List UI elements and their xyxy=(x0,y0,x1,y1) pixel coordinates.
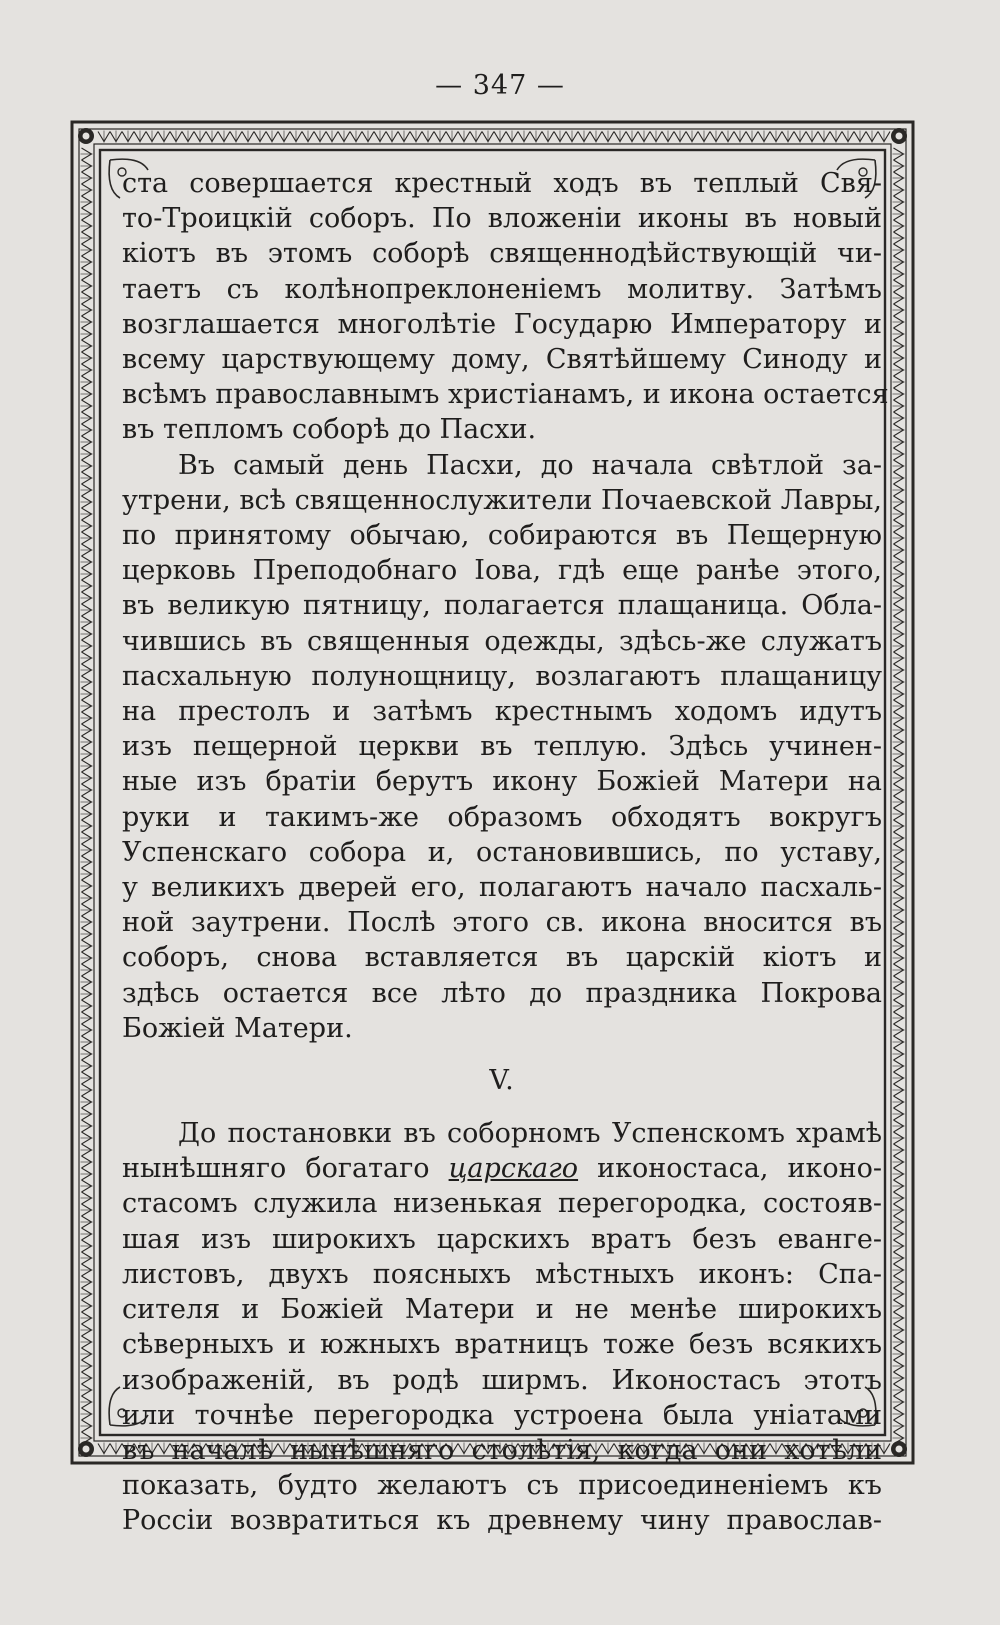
text-line: соборъ, снова вставляется въ царскій кіотъ и xyxy=(122,942,882,974)
text-line: церковь Преподобнаго Іова, гдѣ еще ранѣе этого, xyxy=(122,555,882,587)
text-line: сѣверныхъ и южныхъ вратницъ тоже безъ всякихъ xyxy=(122,1329,882,1361)
text-line: стасомъ служила низенькая перегородка, состояв- xyxy=(122,1188,882,1220)
text-line xyxy=(122,1116,882,1151)
text-line: листовъ, двухъ поясныхъ мѣстныхъ иконъ: Спа- xyxy=(122,1258,882,1290)
text-line-rest: о постановки въ соборномъ Успенскомъ храмѣ xyxy=(199,1118,882,1150)
text-line: возглашается многолѣтіе Государю Императору и xyxy=(122,308,882,340)
text-line: то-Троицкій соборъ. По вложеніи иконы въ новый xyxy=(122,203,882,235)
text-line: показать, будто желаютъ съ присоединеніемъ къ xyxy=(122,1470,882,1502)
text-line: кіотъ въ этомъ соборѣ священнодѣйствующій чи- xyxy=(122,238,882,270)
paragraph-2 xyxy=(122,448,882,1046)
text-line: таетъ съ колѣнопреклоненіемъ молитву. Затѣмъ xyxy=(122,273,882,305)
text-line: въ началѣ нынѣшняго столѣтія, когда они хотѣли xyxy=(122,1434,882,1466)
text-line: сителя и Божіей Матери и не менѣе широкихъ xyxy=(122,1294,882,1326)
text-line: пасхальную полунощницу, возлагаютъ плащаницу xyxy=(122,660,882,692)
page-number: — 347 — xyxy=(435,70,565,101)
page-text xyxy=(122,166,889,1539)
text-line: въ великую пятницу, полагается плащаница. Обла- xyxy=(122,590,882,622)
text-line: изображеній, въ родѣ ширмъ. Иконостасъ этотъ xyxy=(122,1364,882,1396)
text-line: ной заутрени. Послѣ этого св. икона вносится въ xyxy=(122,907,882,939)
emphasized-word: царскаго xyxy=(448,1153,579,1185)
text-line: въ тепломъ соборѣ до Пасхи. xyxy=(122,414,537,446)
text-line xyxy=(122,1151,882,1186)
text-line: Успенскаго собора и, остановившись, по уставу, xyxy=(122,836,882,868)
text-line: руки и такимъ-же образомъ обходятъ вокругъ xyxy=(122,801,882,833)
text-line: всѣмъ православнымъ христіанамъ, и икона остается xyxy=(122,379,889,411)
text-line: Россіи возвратиться къ древнему чину православ- xyxy=(122,1505,882,1537)
text-line: ные изъ братіи берутъ икону Божіей Матери на xyxy=(122,766,882,798)
paragraph-1 xyxy=(122,166,889,448)
text-line: чившись въ священныя одежды, здѣсь-же служатъ xyxy=(122,625,882,657)
text-line: Божіей Матери. xyxy=(122,1012,353,1044)
text-line: или точнѣе перегородка устроена была уніатами xyxy=(122,1399,882,1431)
text-fragment: иконостаса, иконо- xyxy=(578,1153,882,1185)
text-line: у великихъ дверей его, полагаютъ начало пасхаль- xyxy=(122,872,882,904)
paragraph-3 xyxy=(122,1116,882,1538)
section-heading: V. xyxy=(489,1065,515,1097)
drop-capital: Д xyxy=(178,1118,200,1150)
text-line: шая изъ широкихъ царскихъ вратъ безъ еванге- xyxy=(122,1223,882,1255)
text-line: Въ самый день Пасхи, до начала свѣтлой за- xyxy=(178,449,882,481)
text-line: утрени, всѣ священнослужители Почаевской Лавры, xyxy=(122,484,882,516)
text-fragment: нынѣшняго богатаго xyxy=(122,1153,449,1185)
text-line: ста совершается крестный ходъ въ теплый Свя- xyxy=(122,168,882,199)
text-line: всему царствующему дому, Святѣйшему Синоду и xyxy=(122,344,882,376)
text-line: здѣсь остается все лѣто до праздника Покрова xyxy=(122,977,882,1009)
paragraph-3-lines xyxy=(122,1186,882,1538)
text-line: по принятому обычаю, собираются въ Пещерную xyxy=(122,520,882,552)
text-line: изъ пещерной церкви въ теплую. Здѣсь учинен- xyxy=(122,731,882,763)
text-line: на престолъ и затѣмъ крестнымъ ходомъ идутъ xyxy=(122,696,882,728)
